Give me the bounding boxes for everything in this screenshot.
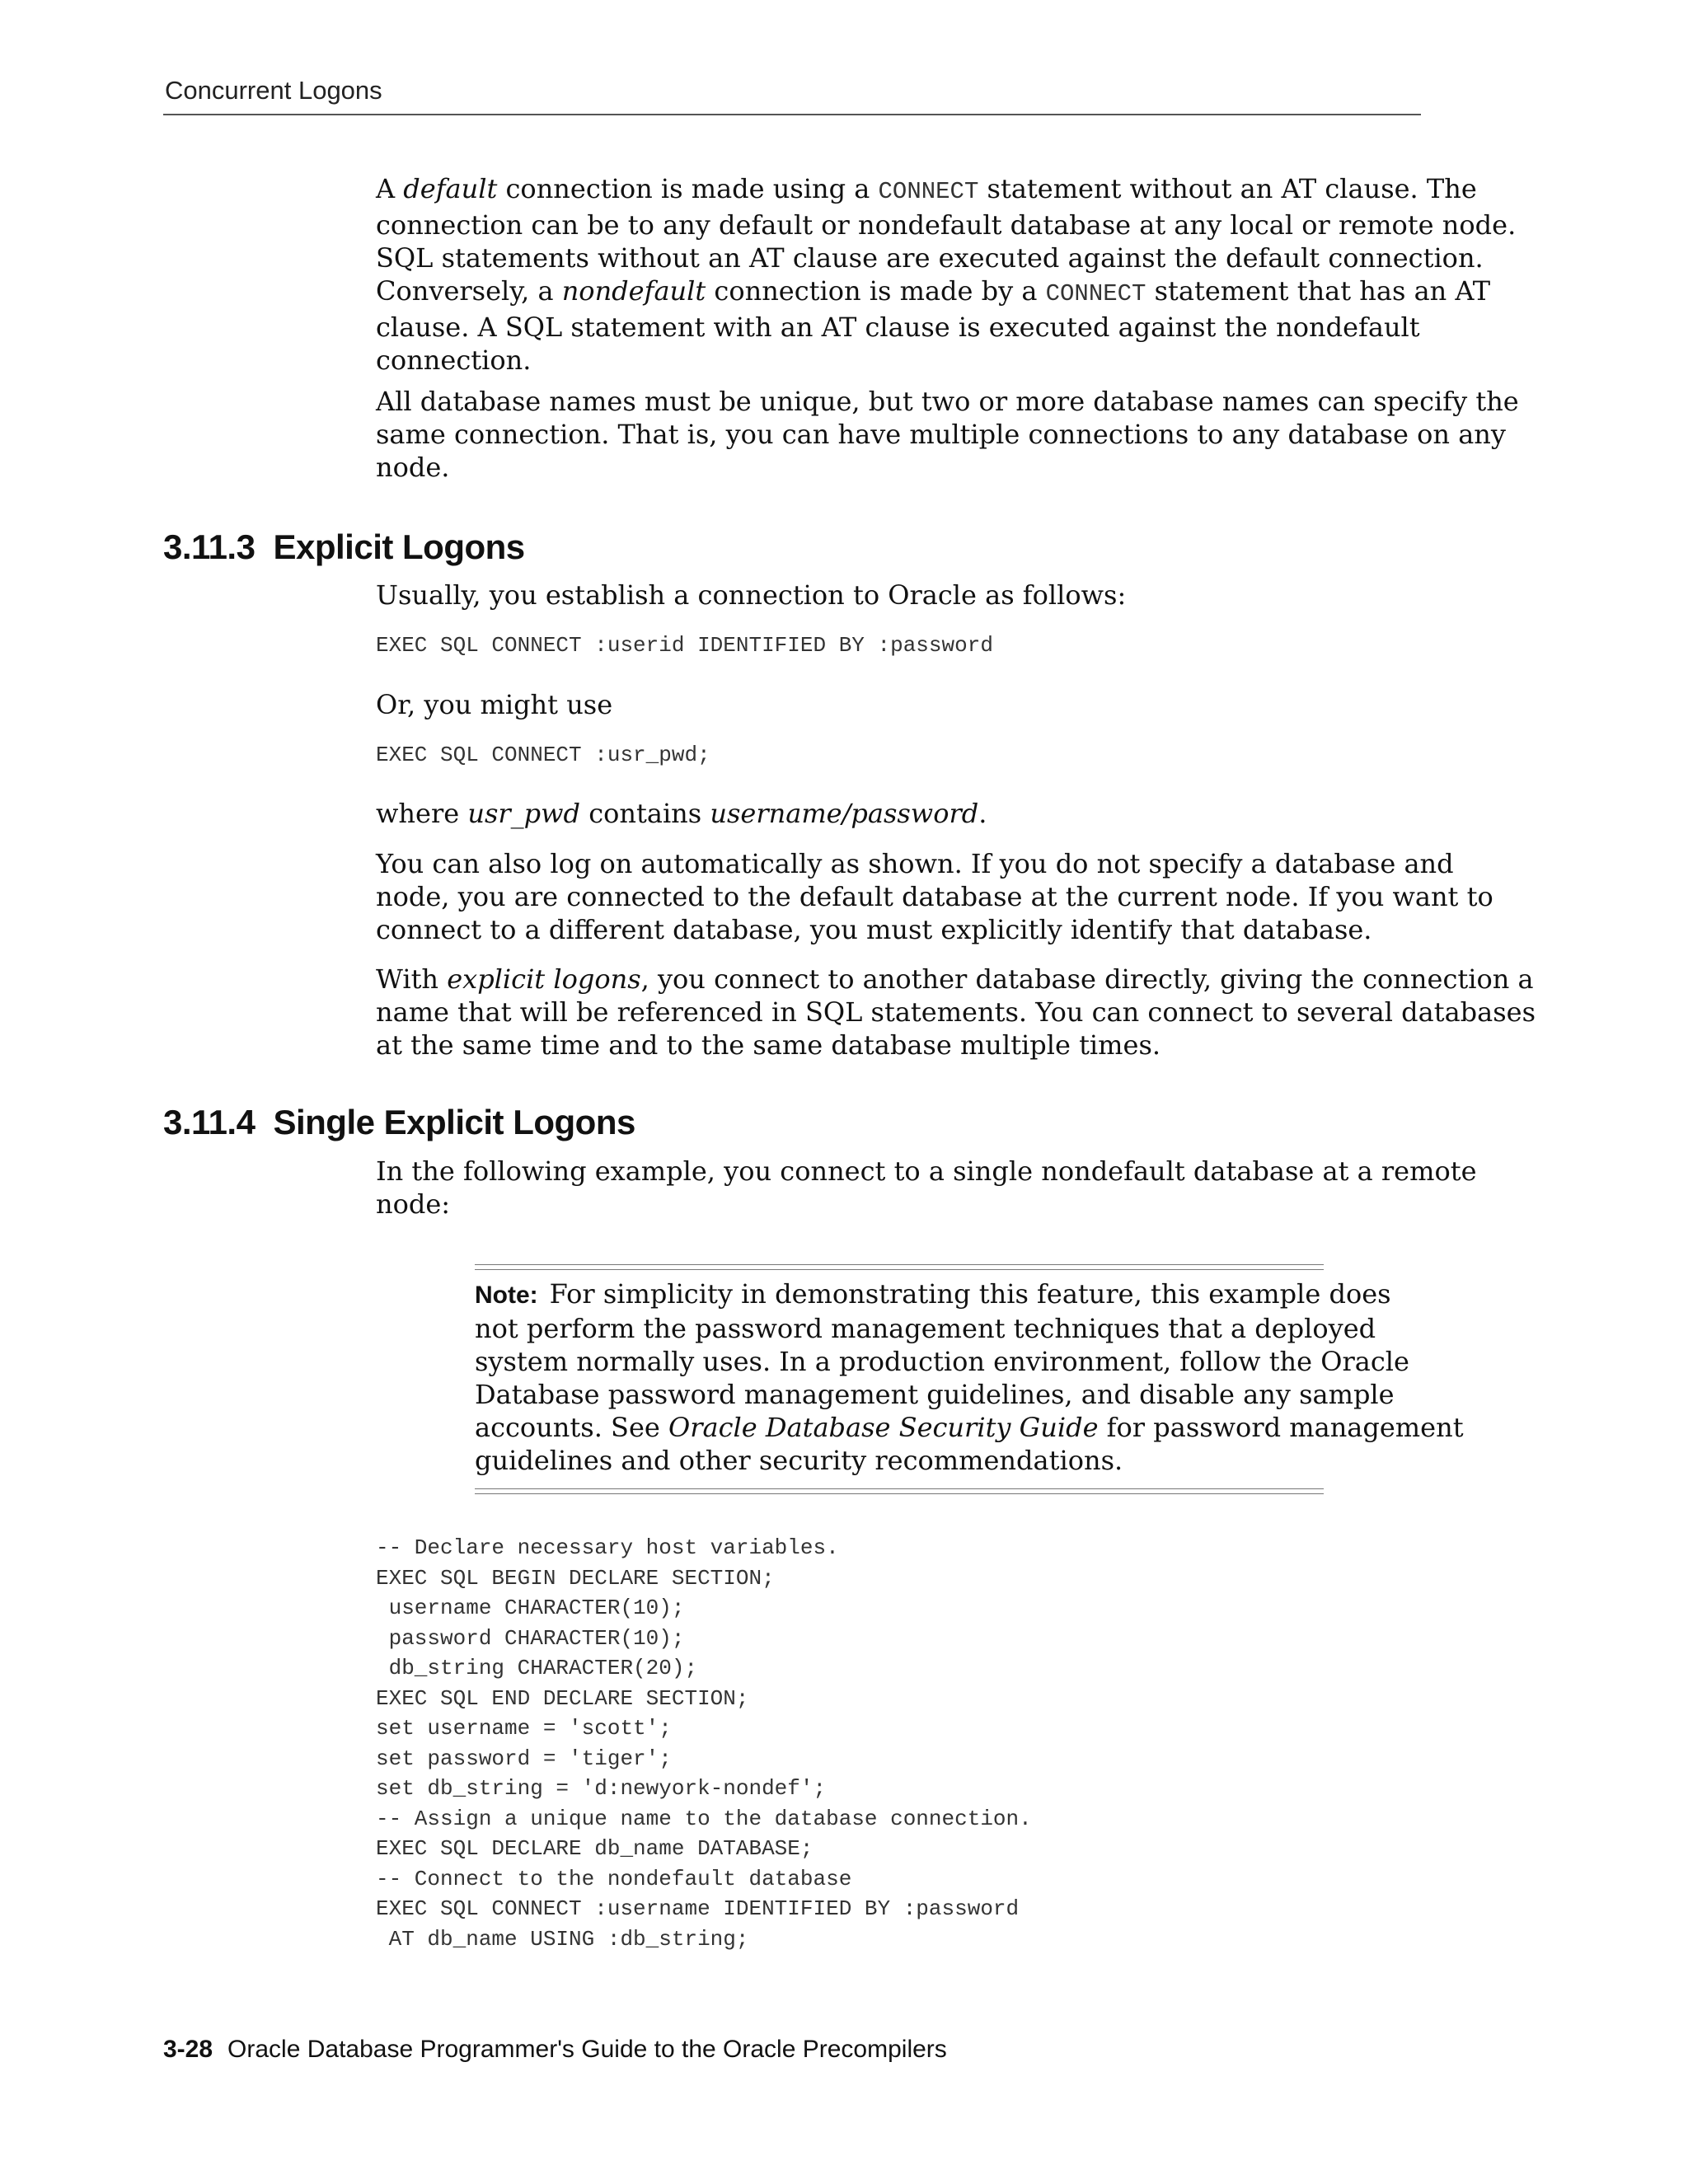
text-run: With	[376, 963, 448, 995]
code-line: set username = 'scott';	[376, 1716, 672, 1741]
text-line	[376, 172, 1477, 209]
paragraph-unique-names	[376, 385, 1519, 484]
text-run: statement that has an AT	[1146, 275, 1491, 307]
code-connect-usr-pwd: EXEC SQL CONNECT :usr_pwd;	[376, 743, 710, 767]
code-line: EXEC SQL END DECLARE SECTION;	[376, 1685, 749, 1711]
code-line: AT db_name USING :db_string;	[376, 1926, 749, 1952]
text-line	[376, 963, 1534, 996]
emphasis: username/password	[710, 798, 979, 829]
text-line: same connection. That is, you can have multiple connections to any database on any	[376, 419, 1506, 450]
emphasis: Oracle Database Security Guide	[668, 1412, 1099, 1443]
page-footer	[163, 2036, 947, 2064]
text-line: at the same time and to the same database multiple times.	[376, 1029, 1161, 1061]
emphasis: nondefault	[561, 275, 706, 307]
note-box	[475, 1277, 1464, 1477]
note-top-rule	[475, 1264, 1324, 1270]
code-line: -- Declare necessary host variables.	[376, 1535, 839, 1560]
code-line: db_string CHARACTER(20);	[376, 1656, 698, 1680]
text-line: not perform the password management techniques that a deployed	[475, 1313, 1376, 1344]
page-number: 3-28	[163, 2036, 213, 2063]
inline-code: CONNECT	[878, 178, 979, 205]
code-line: -- Assign a unique name to the database connection.	[376, 1806, 1032, 1831]
text-run: accounts. See	[475, 1412, 668, 1443]
text-line: connect to a different database, you must explicitly identify that database.	[376, 914, 1372, 945]
section-number: 3.11.3	[163, 527, 256, 566]
paragraph-usually	[376, 579, 1414, 612]
text-run: contains	[580, 798, 710, 829]
text-line: name that will be referenced in SQL statements. You can connect to several databases	[376, 996, 1536, 1028]
section-heading-explicit-logons	[163, 527, 525, 567]
text-run: A	[376, 173, 404, 204]
paragraph-or-you-might-use	[376, 688, 1414, 721]
code-line: EXEC SQL CONNECT :username IDENTIFIED BY :password	[376, 1896, 1020, 1921]
text-line: Usually, you establish a connection to Oracle as follows:	[376, 579, 1127, 611]
emphasis: default	[403, 173, 498, 204]
text-run: for password management	[1098, 1412, 1464, 1443]
text-line	[475, 1277, 1391, 1312]
note-bottom-rule	[475, 1488, 1324, 1494]
code-line: password CHARACTER(10);	[376, 1625, 685, 1651]
text-line: node, you are connected to the default database at the current node. If you want to	[376, 881, 1493, 912]
text-line	[376, 274, 1491, 311]
paragraph-where-usr-pwd	[376, 797, 1414, 830]
note-label: Note:	[475, 1282, 538, 1309]
text-line: node:	[376, 1188, 451, 1220]
text-line	[376, 797, 1414, 830]
text-line: Database password management guidelines, and disable any sample	[475, 1379, 1395, 1410]
text-line: system normally uses. In a production environment, follow the Oracle	[475, 1346, 1409, 1377]
book-title: Oracle Database Programmer's Guide to the Oracle Precompilers	[227, 2036, 947, 2063]
code-connect-userid: EXEC SQL CONNECT :userid IDENTIFIED BY :password	[376, 633, 993, 658]
running-header: Concurrent Logons	[165, 76, 382, 105]
code-line: username CHARACTER(10);	[376, 1596, 685, 1620]
section-title: Single Explicit Logons	[273, 1103, 635, 1141]
text-run: For simplicity in demonstrating this feature, this example does	[549, 1278, 1391, 1310]
code-line: EXEC SQL BEGIN DECLARE SECTION;	[376, 1565, 775, 1591]
text-run: .	[978, 798, 987, 829]
paragraph-log-on-automatically	[376, 847, 1493, 946]
text-line: node.	[376, 452, 450, 483]
text-line: guidelines and other security recommendations.	[475, 1445, 1123, 1476]
code-line: set password = 'tiger';	[376, 1746, 672, 1771]
text-line: Or, you might use	[376, 689, 613, 720]
text-run: statement without an AT clause. The	[978, 173, 1477, 204]
text-run: where	[376, 798, 468, 829]
text-line	[475, 1411, 1464, 1444]
text-line: SQL statements without an AT clause are executed against the default connection.	[376, 242, 1484, 274]
code-line: EXEC SQL DECLARE db_name DATABASE;	[376, 1836, 814, 1861]
paragraph-default-connection	[376, 172, 1517, 377]
section-number: 3.11.4	[163, 1103, 256, 1141]
paragraph-explicit-logons	[376, 963, 1536, 1062]
text-run: connection is made using a	[497, 173, 879, 204]
paragraph-following-example	[376, 1155, 1477, 1221]
inline-code: CONNECT	[1045, 280, 1146, 307]
text-line: clause. A SQL statement with an AT clause is executed against the nondefault	[376, 312, 1420, 343]
code-line: set db_string = 'd:newyork-nondef';	[376, 1776, 827, 1801]
emphasis: usr_pwd	[467, 798, 581, 829]
section-heading-single-explicit-logons	[163, 1103, 635, 1142]
code-line: -- Connect to the nondefault database	[376, 1866, 852, 1891]
section-title: Explicit Logons	[273, 527, 525, 566]
text-run: , you connect to another database directly, giving the connection a	[640, 963, 1534, 995]
text-line: In the following example, you connect to a single nondefault database at a remote	[376, 1155, 1477, 1187]
text-line: You can also log on automatically as shown. If you do not specify a database and	[376, 848, 1454, 879]
text-run: Conversely, a	[376, 275, 562, 307]
code-listing-single-explicit-logon	[376, 1533, 1032, 1954]
text-run: connection is made by a	[706, 275, 1046, 307]
header-rule	[163, 114, 1421, 115]
text-line: connection can be to any default or nondefault database at any local or remote node.	[376, 209, 1517, 241]
emphasis: explicit logons	[447, 963, 641, 995]
text-line: connection.	[376, 344, 532, 376]
text-line: All database names must be unique, but two or more database names can specify the	[376, 386, 1519, 417]
